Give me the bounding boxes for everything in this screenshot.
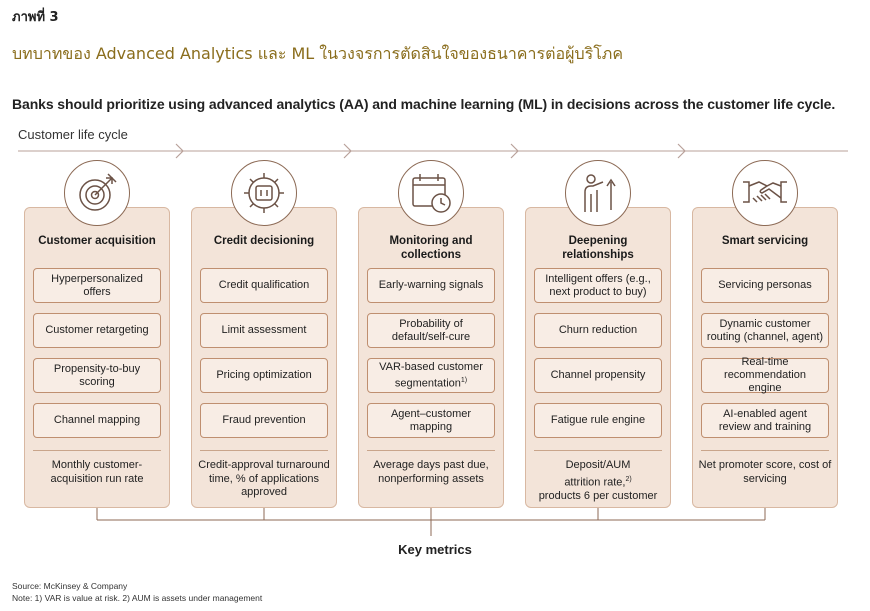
list-item: Real-time recommendation engine xyxy=(701,358,829,393)
list-item: Fatigue rule engine xyxy=(534,403,662,438)
column-metric: Average days past due, nonperforming assets xyxy=(373,459,489,485)
column-title: Credit decisioning xyxy=(213,235,315,247)
list-item: Pricing optimization xyxy=(200,358,328,393)
list-item xyxy=(367,358,495,393)
divider xyxy=(200,450,328,451)
person-arrow-icon xyxy=(565,160,631,226)
lifecycle-chevron-2 xyxy=(344,144,351,158)
column-metric: Net promoter score, cost of servicing xyxy=(698,459,832,485)
list-item: Hyperpersonalized offers xyxy=(33,268,161,303)
gear-chip-icon xyxy=(231,160,297,226)
column-metric xyxy=(530,459,666,503)
list-item: Churn reduction xyxy=(534,313,662,348)
metric-line: products 6 per customer xyxy=(538,489,658,502)
list-item-text: VAR-based customer segmentation$^{1)}$ xyxy=(379,360,483,390)
lifecycle-chevron-4 xyxy=(678,144,685,158)
divider xyxy=(701,450,829,451)
figure-label: ภาพที่ 3 xyxy=(12,10,59,25)
list-item: Agent–customer mapping xyxy=(367,403,495,438)
list-item: Fraud prevention xyxy=(200,403,328,438)
calendar-clock-icon xyxy=(398,160,464,226)
list-item: Propensity-to-buy scoring xyxy=(33,358,161,393)
column-smart-servicing xyxy=(692,207,838,508)
lifecycle-chevron-3 xyxy=(511,144,518,158)
list-item: Intelligent offers (e.g., next product to buy) xyxy=(534,268,662,303)
metric-line: Deposit/AUM xyxy=(565,459,631,471)
column-credit-decisioning xyxy=(191,207,337,508)
list-item: Customer retargeting xyxy=(33,313,161,348)
source-text: Source: McKinsey & Company xyxy=(12,581,128,591)
subtitle: Banks should prioritize using advanced analytics (AA) and machine learning (ML) in decisions across the customer life cycle. xyxy=(12,96,836,112)
column-title: Customer acquisition xyxy=(38,235,156,247)
list-item: Channel mapping xyxy=(33,403,161,438)
list-item: Credit qualification xyxy=(200,268,328,303)
handshake-icon xyxy=(732,160,798,226)
key-metrics-label: Key metrics xyxy=(398,542,472,557)
figure-title: บทบาทของ Advanced Analytics และ ML ในวงจรการตัดสินใจของธนาคารต่อผู้บริโภค xyxy=(12,44,624,63)
column-metric: Credit-approval turnaround time, % of applications approved xyxy=(198,459,330,498)
column-title: Deepening relationships xyxy=(562,235,634,261)
list-item: Probability of default/self-cure xyxy=(367,313,495,348)
list-item: AI-enabled agent review and training xyxy=(701,403,829,438)
lifecycle-chevron-1 xyxy=(176,144,183,158)
list-item: Channel propensity xyxy=(534,358,662,393)
column-metric: Monthly customer-acquisition run rate xyxy=(50,459,144,485)
footnote-marker: 2) xyxy=(625,475,632,483)
divider xyxy=(534,450,662,451)
list-item: Early-warning signals xyxy=(367,268,495,303)
list-item: Servicing personas xyxy=(701,268,829,303)
column-monitoring-collections xyxy=(358,207,504,508)
divider xyxy=(367,450,495,451)
note-text: Note: 1) VAR is value at risk. 2) AUM is assets under management xyxy=(12,593,263,603)
metric-line: attrition rate,$^{2)}$ xyxy=(564,475,632,489)
lifecycle-label: Customer life cycle xyxy=(18,127,128,142)
column-title: Smart servicing xyxy=(721,235,809,247)
footnote-marker: 1) xyxy=(460,376,468,384)
list-item: Limit assessment xyxy=(200,313,328,348)
column-customer-acquisition xyxy=(24,207,170,508)
column-deepening-relationships xyxy=(525,207,671,508)
divider xyxy=(33,450,161,451)
list-item: Dynamic customer routing (channel, agent) xyxy=(701,313,829,348)
column-title: Monitoring and collections xyxy=(389,235,473,261)
target-icon xyxy=(64,160,130,226)
